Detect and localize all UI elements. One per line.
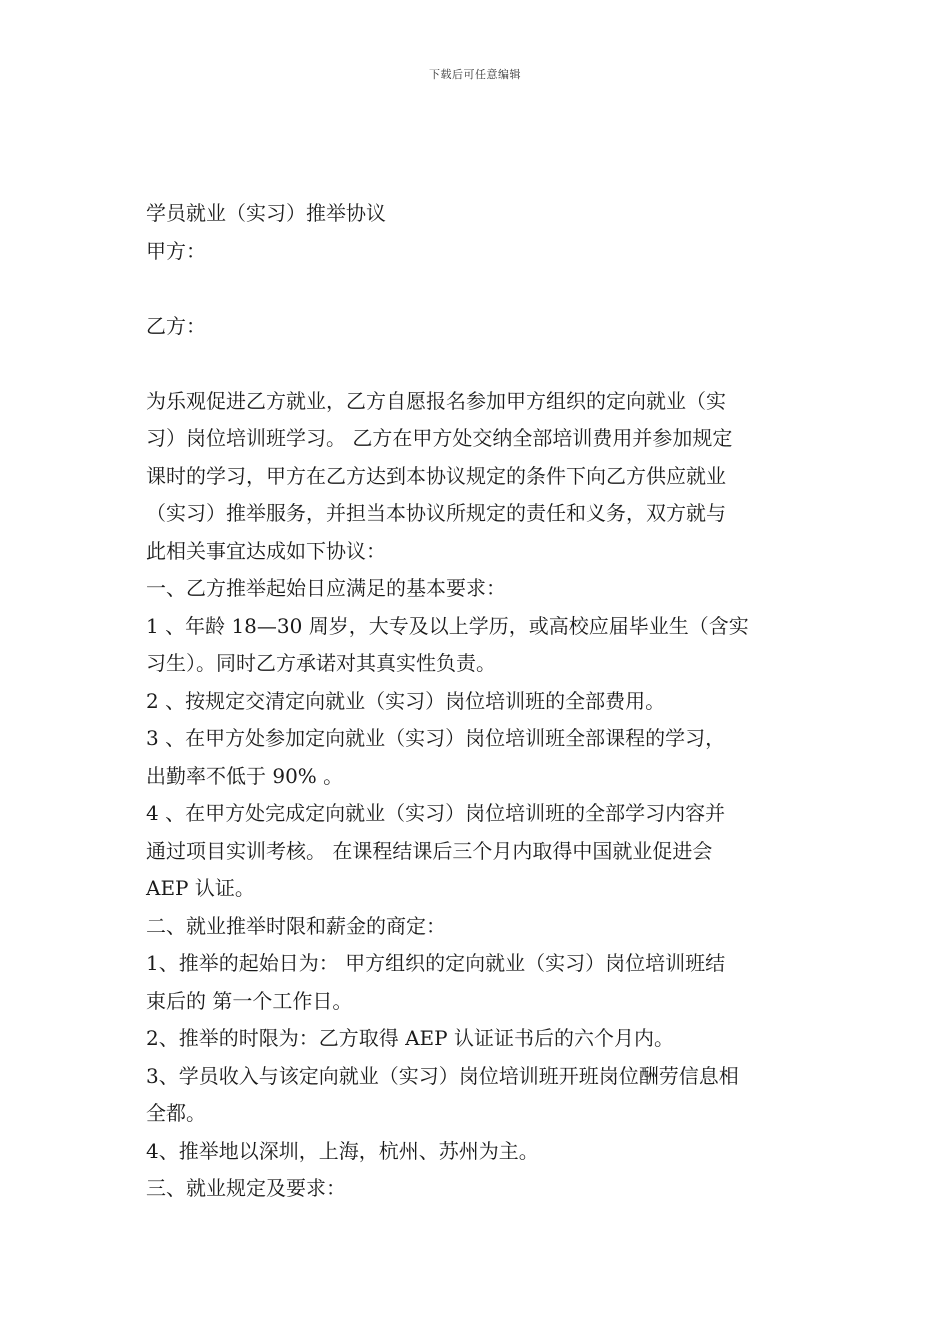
clause-2-4 bbox=[146, 1133, 810, 1171]
intro-line: 习）岗位培训班学习。 乙方在甲方处交纳全部培训费用并参加规定 bbox=[146, 426, 733, 450]
section-2 bbox=[146, 908, 810, 1171]
section-1 bbox=[146, 570, 810, 908]
intro-line: 课时的学习，甲方在乙方达到本协议规定的条件下向乙方供应就业 bbox=[146, 463, 726, 488]
clause-1-4 bbox=[146, 795, 810, 908]
clause-2-3 bbox=[146, 1058, 810, 1133]
clause-2-2 bbox=[146, 1020, 810, 1058]
clause-line: AEP 认证。 bbox=[146, 876, 255, 900]
clause-line: 习生）。同时乙方承诺对其真实性负责。 bbox=[146, 651, 496, 675]
clause-1-2 bbox=[146, 683, 810, 721]
blank-line bbox=[146, 270, 810, 308]
clause-2-1 bbox=[146, 945, 810, 1020]
clause-line: 2、推举的时限为：乙方取得 AEP 认证证书后的六个月内。 bbox=[146, 1026, 674, 1050]
section-heading: 一、乙方推举起始日应满足的基本要求： bbox=[146, 576, 506, 600]
clause-line: 3 、在甲方处参加定向就业（实习）岗位培训班全部课程的学习， bbox=[146, 726, 726, 750]
blank-line bbox=[146, 345, 810, 383]
clause-line: 1 、年龄 18—30 周岁，大专及以上学历，或高校应届毕业生（含实 bbox=[146, 613, 749, 638]
document-title: 学员就业（实习）推举协议 bbox=[146, 201, 386, 225]
clause-line: 3、学员收入与该定向就业（实习）岗位培训班开班岗位酬劳信息相 bbox=[146, 1063, 739, 1088]
clause-line: 2 、按规定交清定向就业（实习）岗位培训班的全部费用。 bbox=[146, 688, 666, 713]
clause-line: 全都。 bbox=[146, 1101, 206, 1125]
intro-paragraph bbox=[146, 383, 810, 571]
clause-line: 1、推举的起始日为： 甲方组织的定向就业（实习）岗位培训班结 bbox=[146, 951, 726, 975]
clause-1-1 bbox=[146, 608, 810, 683]
intro-line: 为乐观促进乙方就业，乙方自愿报名参加甲方组织的定向就业（实 bbox=[146, 388, 726, 413]
section-heading: 三、就业规定及要求： bbox=[146, 1176, 346, 1200]
intro-line: （实习）推举服务，并担当本协议所规定的责任和义务，双方就与 bbox=[146, 501, 726, 525]
page-header-note: 下载后可任意编辑 bbox=[429, 68, 521, 81]
section-heading: 二、就业推举时限和薪金的商定： bbox=[146, 913, 446, 938]
clause-line: 束后的 第一个工作日。 bbox=[146, 988, 353, 1013]
clause-1-3 bbox=[146, 720, 810, 795]
party-a-label: 甲方： bbox=[146, 238, 206, 263]
clause-line: 4 、在甲方处完成定向就业（实习）岗位培训班的全部学习内容并 bbox=[146, 801, 726, 825]
clause-line: 4、推举地以深圳，上海，杭州、苏州为主。 bbox=[146, 1138, 539, 1163]
clause-line: 出勤率不低于 90% 。 bbox=[146, 763, 344, 788]
party-b-label: 乙方： bbox=[146, 313, 206, 338]
clause-line: 通过项目实训考核。 在课程结课后三个月内取得中国就业促进会 bbox=[146, 838, 713, 863]
intro-line: 此相关事宜达成如下协议： bbox=[146, 538, 386, 563]
document-body bbox=[146, 195, 810, 1208]
section-3 bbox=[146, 1170, 810, 1208]
